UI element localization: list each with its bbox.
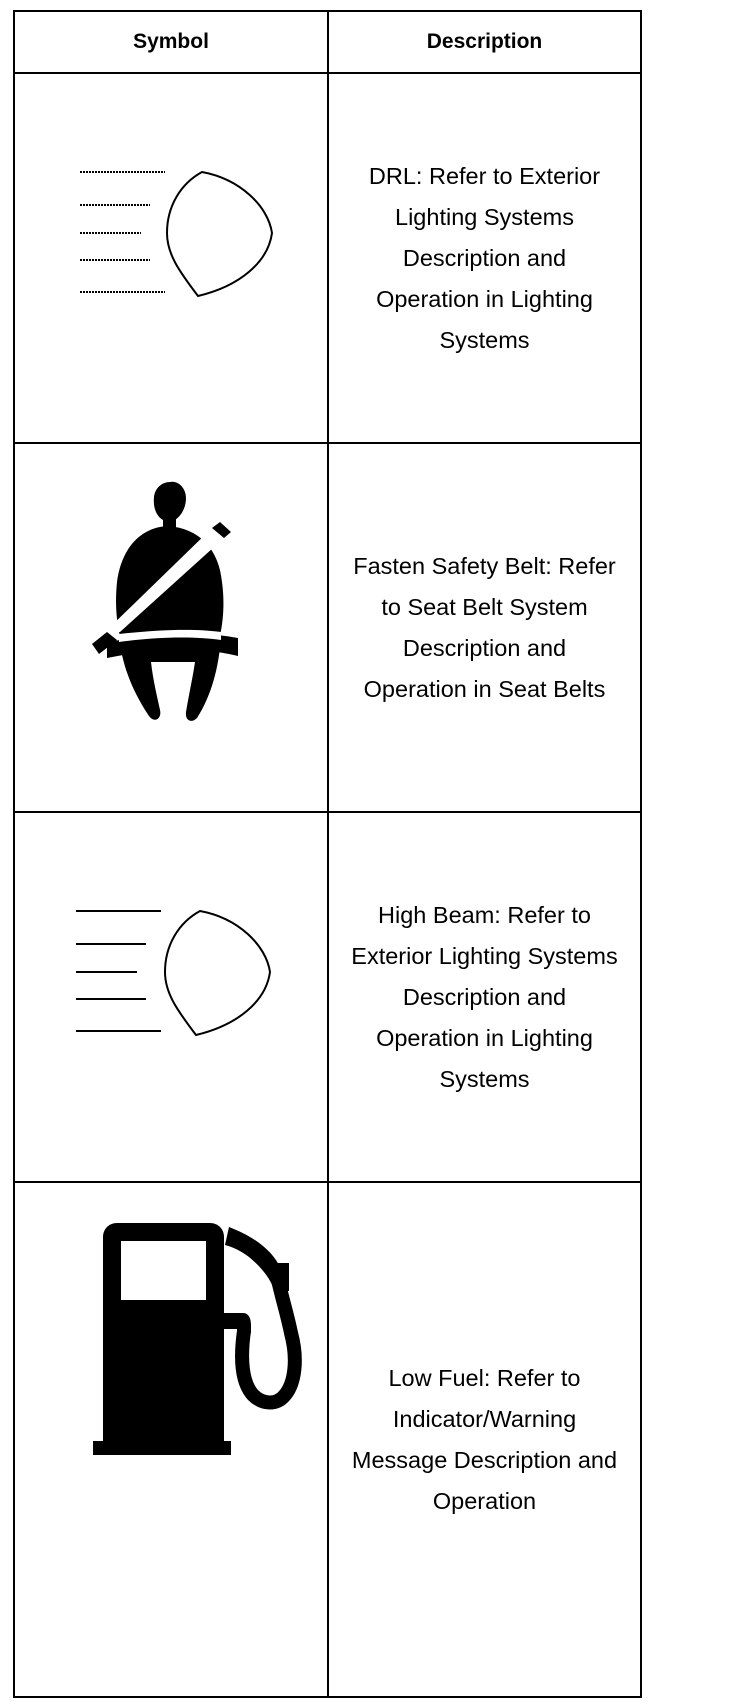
table-row-seat-belt [15, 444, 640, 813]
table-row-high-beam [15, 813, 640, 1183]
symbol-cell [15, 813, 327, 1181]
description-cell [329, 444, 640, 811]
drl-headlamp-icon [15, 74, 327, 444]
description-cell [329, 813, 640, 1181]
symbol-table [13, 10, 642, 1698]
symbol-cell [15, 444, 327, 811]
description-text: Fasten Safety Belt: Refer to Seat Belt System Description and Operation in Seat Belts [353, 552, 616, 702]
description-text: High Beam: Refer to Exterior Lighting Systems Description and Operation in Lighting Systems [351, 901, 618, 1092]
description-cell [329, 74, 640, 442]
high-beam-icon [15, 813, 327, 1183]
description-text: DRL: Refer to Exterior Lighting Systems Description and Operation in Lighting Systems [368, 162, 601, 353]
table-header-row [15, 12, 640, 74]
fuel-pump-icon [15, 1183, 327, 1696]
table-row-drl [15, 74, 640, 444]
symbol-column-header: Symbol [133, 30, 209, 53]
symbol-cell [15, 74, 327, 442]
description-cell [329, 1183, 640, 1696]
symbol-cell [15, 1183, 327, 1696]
seat-belt-icon [15, 444, 327, 813]
description-text: Low Fuel: Refer to Indicator/Warning Message Description and Operation [351, 1364, 618, 1514]
table-row-low-fuel [15, 1183, 640, 1696]
description-column-header: Description [426, 30, 543, 53]
